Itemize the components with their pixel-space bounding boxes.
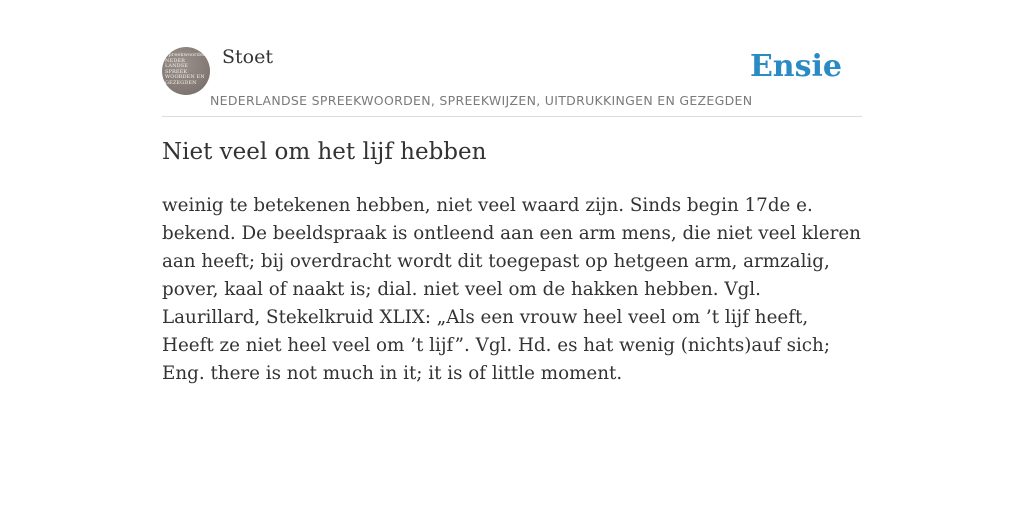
- avatar-cover-text: Spreekwoorden NEDER LANDSE SPREEK WOORDEN EN GEZEGDEN: [165, 52, 207, 86]
- source-name[interactable]: Stoet: [222, 46, 273, 68]
- entry-title: Niet veel om het lijf hebben: [162, 139, 487, 165]
- source-avatar[interactable]: [162, 47, 210, 95]
- source-subtitle: NEDERLANDSE SPREEKWOORDEN, SPREEKWIJZEN, UITDRUKKINGEN EN GEZEGDEN: [210, 93, 753, 108]
- entry-definition: weinig te betekenen hebben, niet veel waard zijn. Sinds begin 17de e. bekend. De beeldspraak is ontleend aan een arm mens, die niet veel kleren aan heeft; bij overdracht wordt dit toegepast op hetgeen arm, armzalig, pover, kaal of naakt is; dial. niet veel om de hakken hebben. Vgl. Laurillard, Stekelkruid XLIX: „Als een vrouw heel veel om ’t lijf heeft, Heeft ze niet heel veel om ’t lijf”. Vgl. Hd. es hat wenig (nichts)auf sich; Eng. there is not much in it; it is of little moment.: [162, 195, 861, 384]
- ensie-logo[interactable]: Ensie: [749, 49, 842, 84]
- source-header: [162, 40, 862, 117]
